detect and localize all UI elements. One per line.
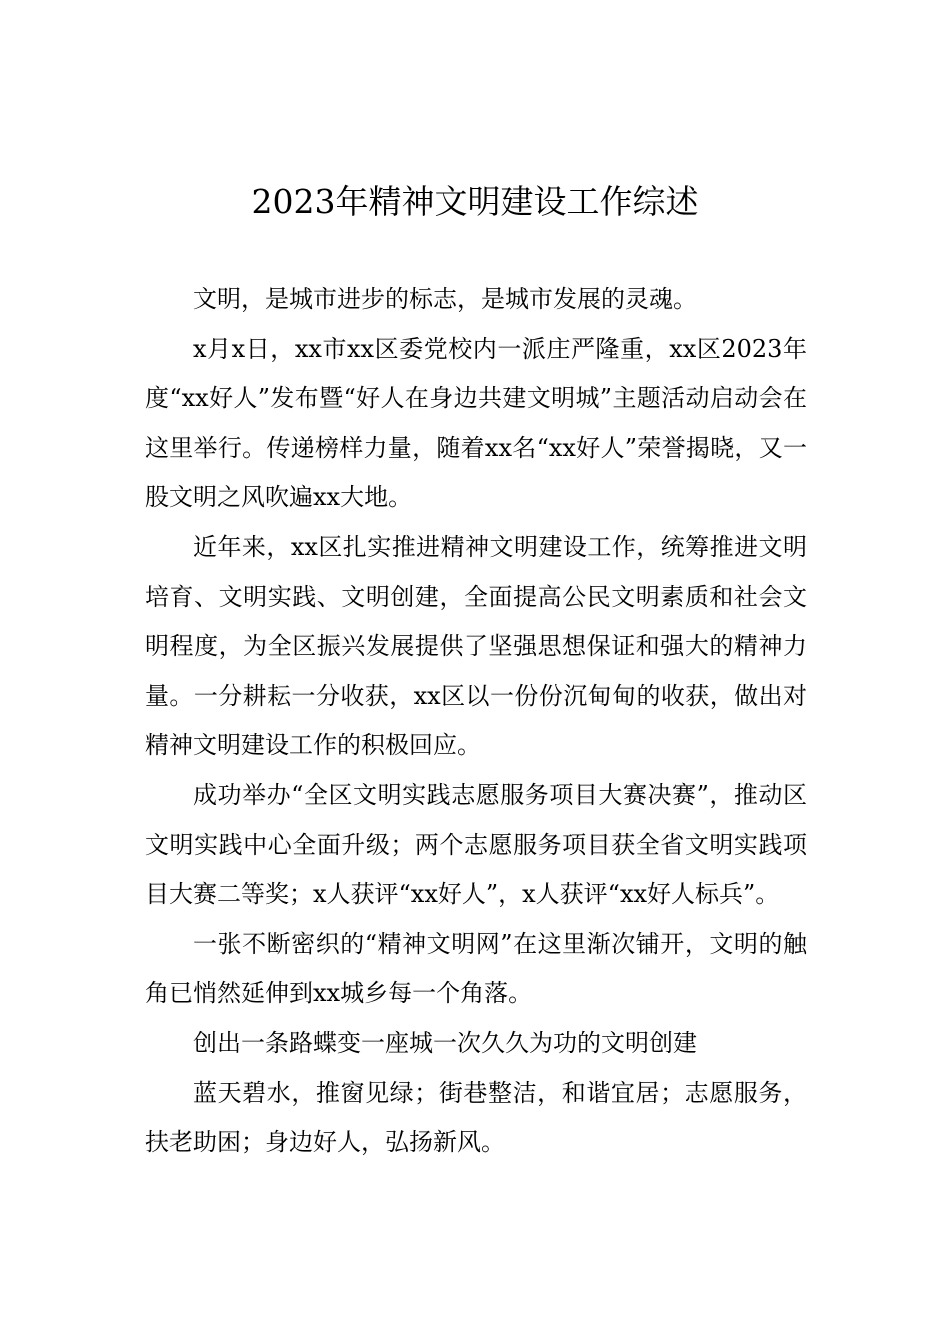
paragraph-intro: 文明，是城市进步的标志，是城市发展的灵魂。 [193, 285, 697, 313]
paragraph-event: x月x日，xx市xx区委党校内一派庄严隆重，xx区2023年度“xx好人”发布暨“好人在身边共建文明城”主题活动启动会在这里举行。传递榜样力量，随着xx名“xx好人”荣誉揭晓，又一股文明之风吹遍xx大地。 [145, 334, 807, 512]
paragraph-achievements: 成功举办“全区文明实践志愿服务项目大赛决赛”，推动区文明实践中心全面升级；两个志愿服务项目获全省文明实践项目大赛二等奖；x人获评“xx好人”，x人获评“xx好人标兵”。 [145, 780, 807, 909]
paragraph-scenery: 蓝天碧水，推窗见绿；街巷整洁，和谐宜居；志愿服务，扶老助困；身边好人，弘扬新风。 [145, 1078, 807, 1157]
document-title: 2023年精神文明建设工作综述 [251, 182, 699, 221]
document-body [145, 275, 807, 1168]
section-heading: 创出一条路蝶变一座城一次久久为功的文明创建 [193, 1028, 697, 1057]
paragraph-recent-years: 近年来，xx区扎实推进精神文明建设工作，统筹推进文明培育、文明实践、文明创建，全面提高公民文明素质和社会文明程度，为全区振兴发展提供了坚强思想保证和强大的精神力量。一分耕耘一分收获，xx区以一份份沉甸甸的收获，做出对精神文明建设工作的积极回应。 [145, 532, 807, 760]
paragraph-network: 一张不断密织的“精神文明网”在这里渐次铺开，文明的触角已悄然延伸到xx城乡每一个角落。 [145, 929, 807, 1008]
